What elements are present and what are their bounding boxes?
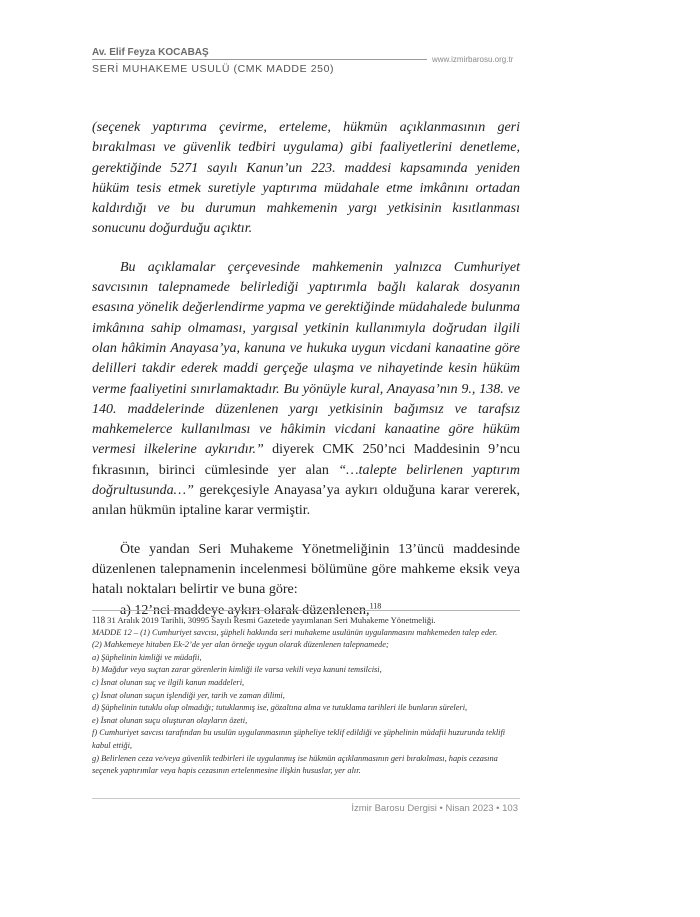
paragraph-3: Öte yandan Seri Muhakeme Yönetmeliğinin 13’üncü maddesinde düzenlenen talepnamenin incelenmesi bölümüne göre mahkeme eksik veya hatalı noktaları belirtir ve buna göre: (92, 541, 520, 598)
footnote-reference[interactable]: 118 (369, 600, 382, 610)
paragraph-1: (seçenek yaptırıma çevirme, erteleme, hükmün açıklanmasının geri bırakılması ve güvenlik tedbiri uygulama) gibi faaliyetlerini denetleme, gerektiğinde 5271 sayılı Kanun’un 223. maddesi kapsamında yeniden hüküm tesis etmek suretiyle yaptırıma müdahale etme imkânını ortadan kaldırdığı ve bu durumun mahkemenin yargı yetkisinin kısıtlanması sonucunu doğurduğu açıktır. (92, 120, 520, 237)
footnote-line: e) İsnat olunan suçu oluşturan olayların özeti, (92, 715, 248, 725)
page-footer: İzmir Barosu Dergisi • Nisan 2023 • 103 (351, 803, 518, 814)
paragraph-2 (92, 258, 520, 522)
footnote-line: d) Şüphelinin tutuklu olup olmadığı; tutuklanmış ise, gözaltına alma ve tutuklama tarihleri ile bunların süreleri, (92, 703, 468, 713)
header-rule (92, 59, 427, 60)
paragraph-2-text-1: diyerek CMK 250’nci Maddesinin 9’ncu fıkrasının, birinci cümlesinde yer alan (92, 442, 520, 478)
footnote-line: g) Belirlenen ceza ve/veya güvenlik tedbirleri ile uygulanmış ise hükmün açıklanmasının geri bırakılması, hapis cezasına seçenek yaptırımlar veya hapis cezasının ertelenmesine ilişkin hususlar, yer alır. (92, 753, 498, 776)
footnote (92, 614, 520, 778)
footnote-line: (2) Mahkemeye hitaben Ek-2’de yer alan örneğe uygun olarak düzenlenen talepnamede; (92, 640, 389, 650)
header-article-title: SERİ MUHAKEME USULÜ (CMK MADDE 250) (92, 63, 335, 75)
paragraph-2-text-2: gerekçesiyle Anayasa’ya aykırı olduğuna karar vererek, anılan hükmün iptaline karar vermiştir. (92, 483, 520, 519)
footnote-divider (92, 610, 520, 611)
paragraph-4-text: a) 12’nci maddeye aykırı olarak düzenlenen, (120, 602, 370, 618)
header-website: www.izmirbarosu.org.tr (432, 55, 514, 64)
footnote-line: ç) İsnat olunan suçun işlendiği yer, tarih ve zaman dilimi, (92, 690, 285, 700)
footnote-line: f) Cumhuriyet savcısı tarafından bu usulün uygulanmasının şüpheliye teklif edildiği ve şüphelinin müdafii huzurunda teklifi kabul ettiği, (92, 728, 506, 750)
footnote-source-line (92, 614, 520, 627)
footnote-source: 31 Aralık 2019 Tarihli, 30995 Sayılı Resmi Gazetede yayımlanan Seri Muhakeme Yönetmeliği. (107, 615, 436, 625)
footnote-line: c) İsnat olunan suç ve ilgili kanun maddeleri, (92, 677, 245, 687)
footnote-number: 118 (92, 615, 106, 625)
footnote-line: MADDE 12 – (1) Cumhuriyet savcısı, şüpheli hakkında seri muhakeme usulünün uygulanmasını mahkemeden talep eder. (92, 627, 498, 637)
header-author: Av. Elif Feyza KOCABAŞ (92, 47, 209, 58)
inline-quote: “…talepte belirlenen yaptırım doğrultusunda…” (92, 462, 521, 499)
footer-rule (92, 798, 520, 799)
footnote-line: b) Mağdur veya suçtan zarar görenlerin kimliği ile varsa vekili veya kanuni temsilcisi, (92, 665, 382, 675)
footnote-line: a) Şüphelinin kimliği ve müdafii, (92, 652, 202, 662)
body-text (92, 118, 520, 621)
court-quote: Bu açıklamalar çerçevesinde mahkemenin yalnızca Cumhuriyet savcısının talepnamede belirlediği yaptırımla bağlı kalarak dosyanın esasına yönelik değerlendirme yapma ve gerektiğinde müdahalede bulunma imkânına sahip olmaması, yargısal yetkinin kullanımıyla doğrudan ilgili olan hâkimin Anayasa’ya, kanuna ve hukuka uygun vicdani kanaatine göre delilleri takdir ederek maddi gerçeğe ulaşma ve nihayetinde kesin hüküm verme faaliyetini sınırlamaktadır. Bu yönüyle kural, Anayasa’nın 9., 138. ve 140. maddelerinde düzenlenen yargı yetkisinin bağımsız ve tarafsız mahkemelerce kullanılması ve hâkimin vicdani kanaatine göre hüküm vermesi ilkelerine aykırıdır.” (92, 259, 520, 458)
